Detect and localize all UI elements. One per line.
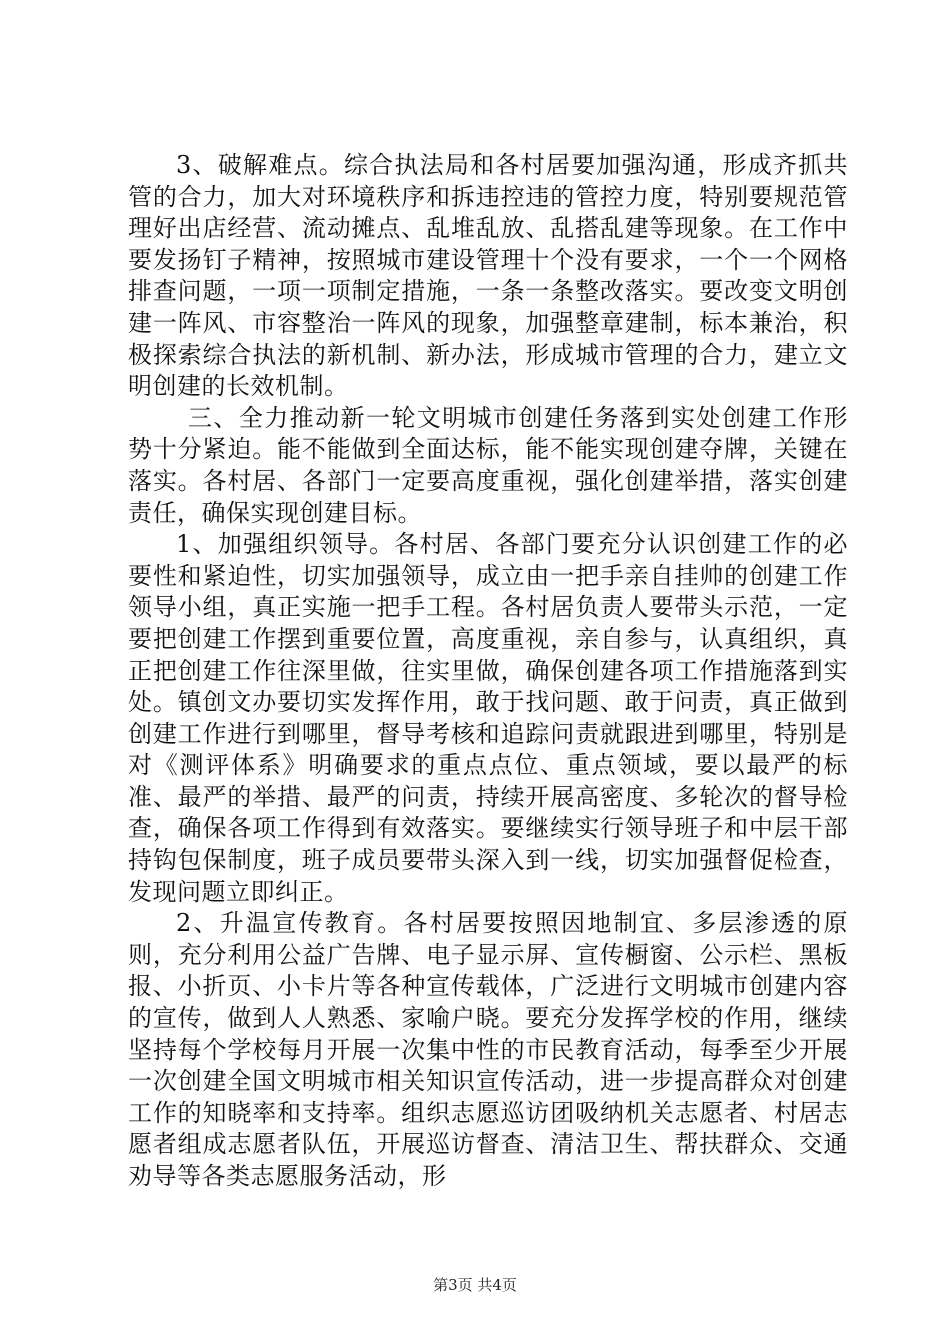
paragraph-solve-difficulties: 3、破解难点。综合执法局和各村居要加强沟通，形成齐抓共管的合力，加大对环境秩序和拆违控违的管控力度，特别要规范管理好出店经营、流动摊点、乱堆乱放、乱搭乱建等现象。在工作中要发扬钉子精神，按照城市建设管理十个没有要求，一个一个网格排查问题，一项一项制定措施，一条一条整改落实。要改变文明创建一阵风、市容整治一阵风的现象，加强整章建制，标本兼治，积极探索综合执法的新机制、新办法，形成城市管理的合力，建立文明创建的长效机制。 — [128, 151, 848, 401]
paragraph-section-three-heading: 三、全力推动新一轮文明城市创建任务落到实处创建工作形势十分紧迫。能不能做到全面达标，能不能实现创建夺牌，关键在落实。各村居、各部门一定要高度重视，强化创建举措，落实创建责任，确保实现创建目标。 — [128, 403, 848, 527]
document-body — [128, 150, 848, 1193]
page-footer: 第3页 共4页 — [433, 1276, 517, 1294]
paragraph-organization-leadership: 1、加强组织领导。各村居、各部门要充分认识创建工作的必要性和紧迫性，切实加强领导，成立由一把手亲自挂帅的创建工作领导小组，真正实施一把手工程。各村居负责人要带头示范，一定要把创建工作摆到重要位置，高度重视，亲自参与，认真组织，真正把创建工作往深里做，往实里做，确保创建各项工作措施落到实处。镇创文办要切实发挥作用，敢于找问题、敢于问责，真正做到创建工作进行到哪里，督导考核和追踪问责就跟进到哪里，特别是对《测评体系》明确要求的重点点位、重点领域，要以最严的标准、最严的举措、最严的问责，持续开展高密度、多轮次的督导检查，确保各项工作得到有效落实。要继续实行领导班子和中层干部持钩包保制度，班子成员要带头深入到一线，切实加强督促检查，发现问题立即纠正。 — [128, 530, 848, 906]
paragraph-publicity-education: 2、升温宣传教育。各村居要按照因地制宜、多层渗透的原则，充分利用公益广告牌、电子显示屏、宣传橱窗、公示栏、黑板报、小折页、小卡片等各种宣传载体，广泛进行文明城市创建内容的宣传，做到人人熟悉、家喻户晓。要充分发挥学校的作用，继续坚持每个学校每月开展一次集中性的市民教育活动，每季至少开展一次创建全国文明城市相关知识宣传活动，进一步提高群众对创建工作的知晓率和支持率。组织志愿巡访团吸纳机关志愿者、村居志愿者组成志愿者队伍，开展巡访督查、清洁卫生、帮扶群众、交通劝导等各类志愿服务活动，形 — [128, 909, 848, 1190]
